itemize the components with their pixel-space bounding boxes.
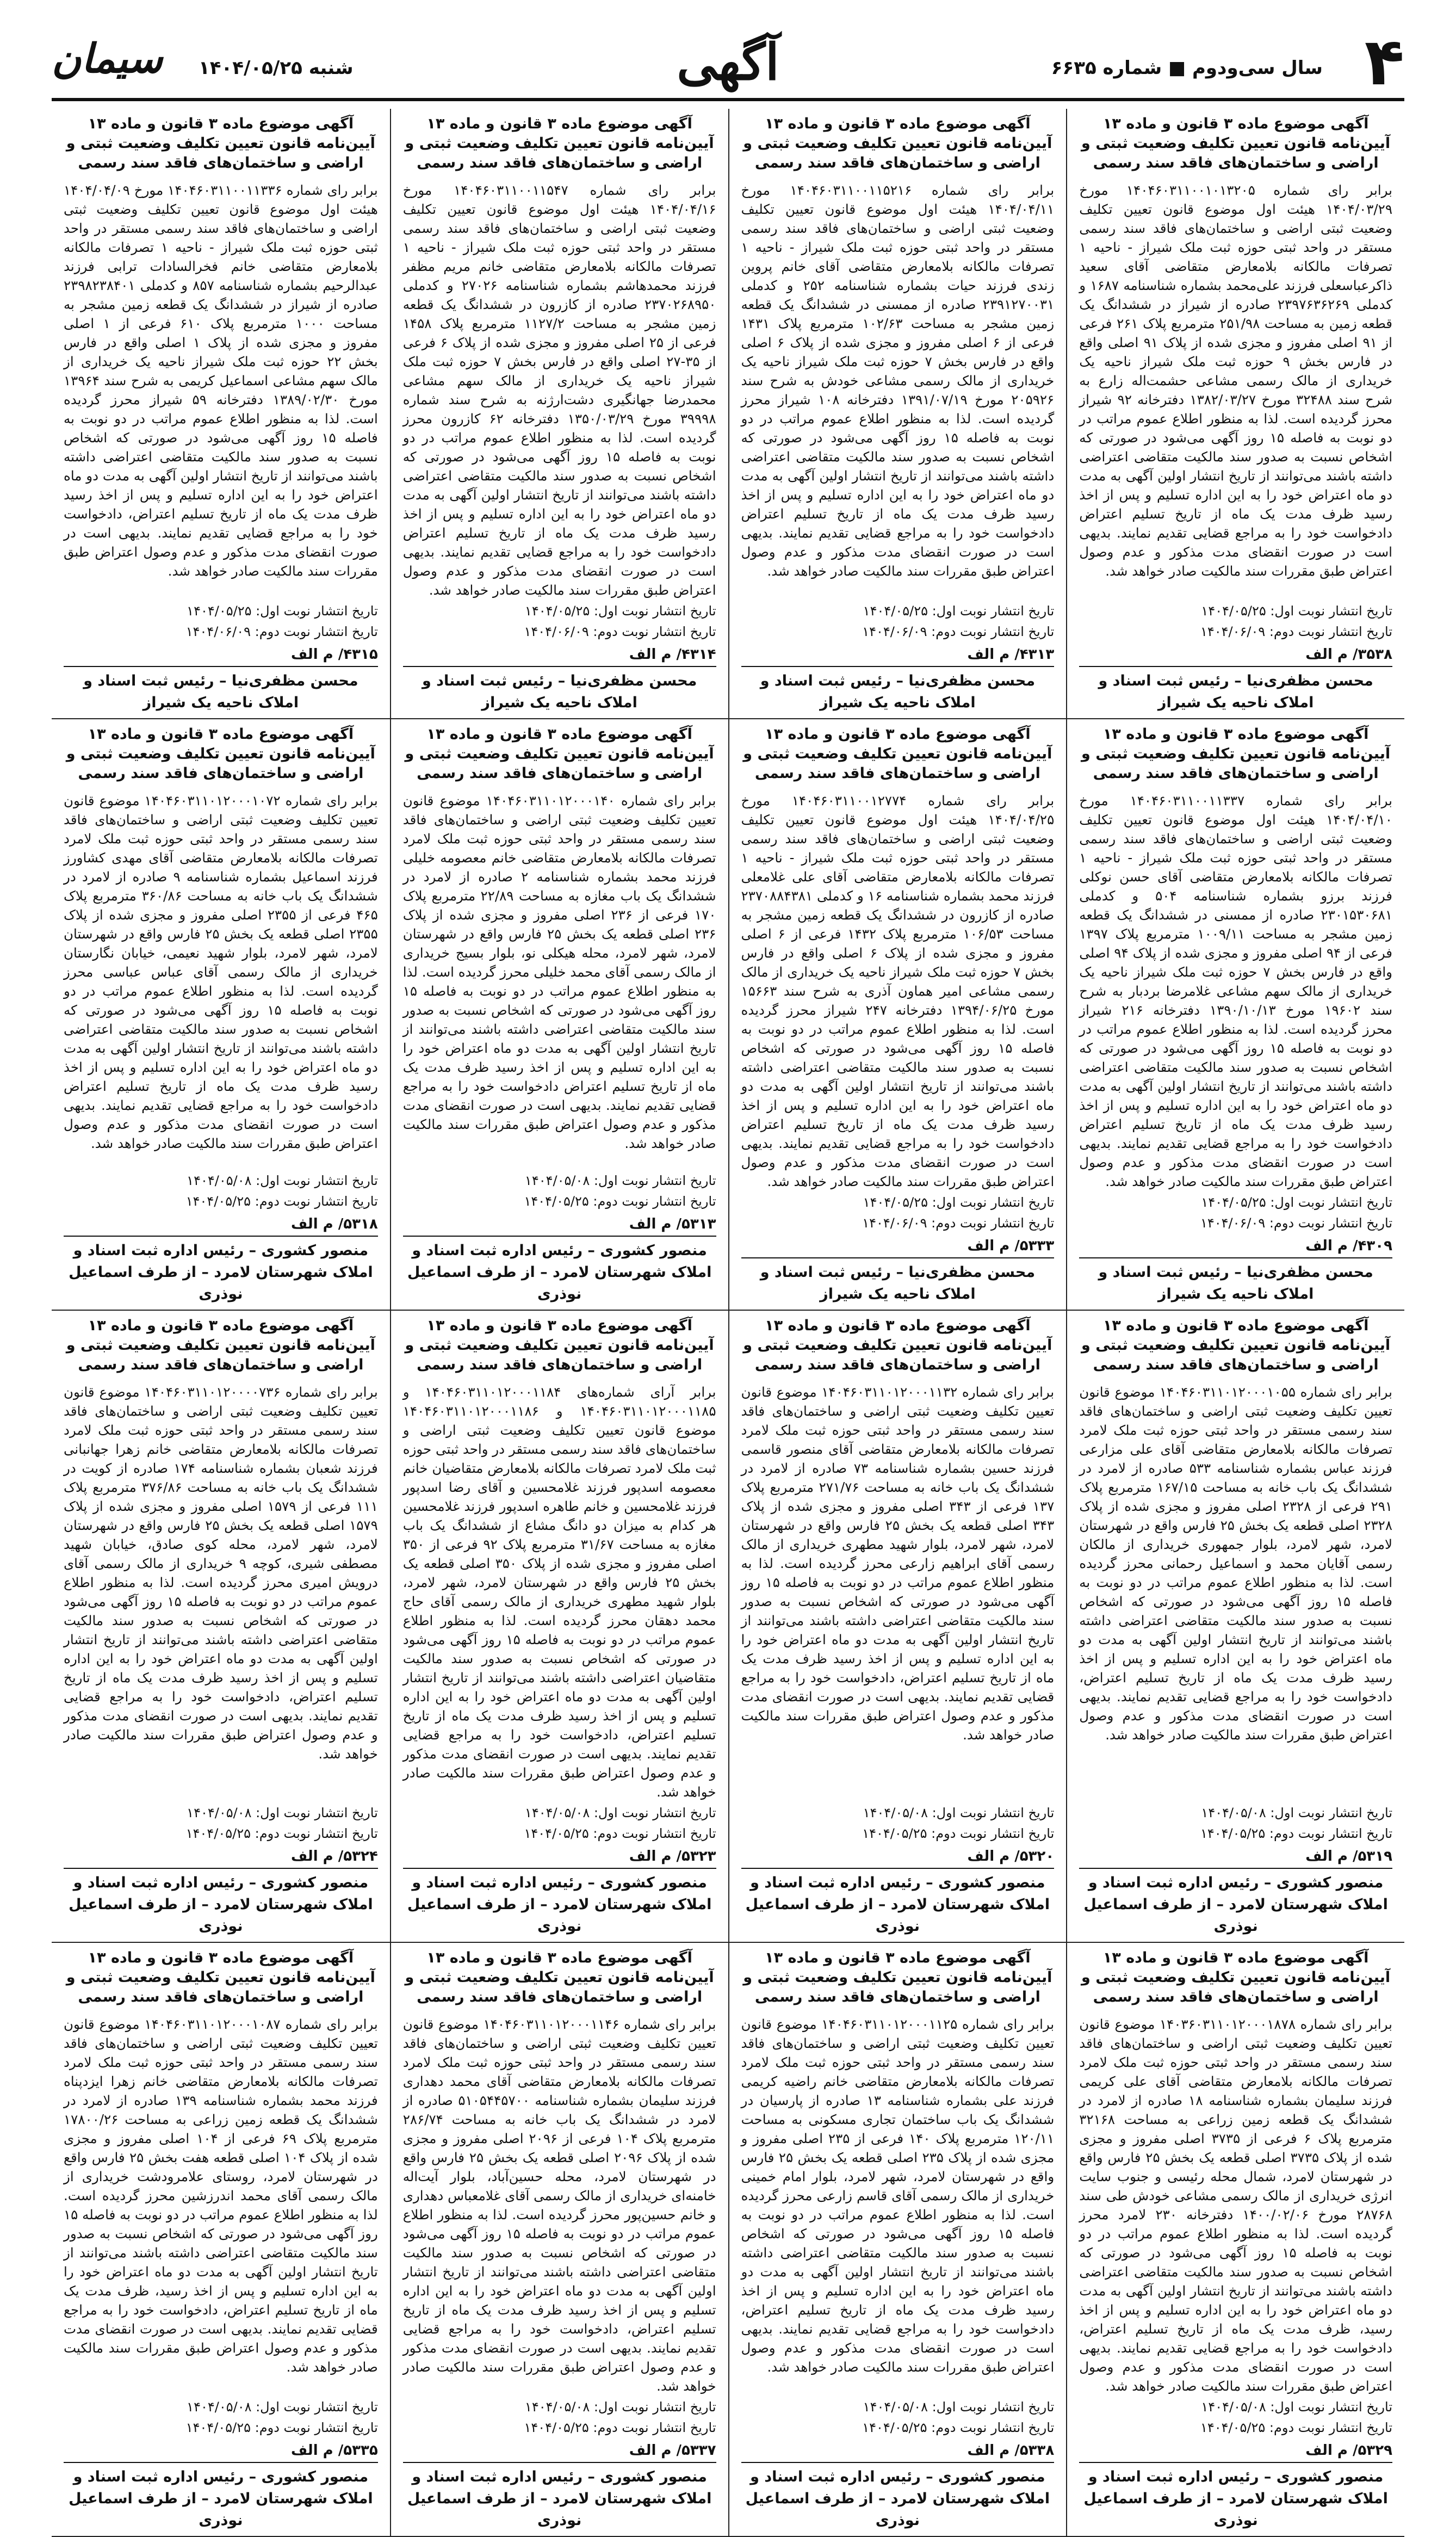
notice-block bbox=[390, 1943, 728, 2537]
notice-signature: محسن مظفری‌نیا – رئیس ثبت اسناد و املاک ناحیه یک شیراز bbox=[403, 666, 716, 714]
notice-title: آگهی موضوع ماده ۳ قانون و ماده ۱۳ آیین‌نامه قانون تعیین تکلیف وضعیت ثبتی و اراضی و ساختمان‌های فاقد سند رسمی bbox=[405, 115, 714, 171]
notice-block bbox=[1066, 1311, 1404, 1943]
notice-second-date: تاریخ انتشار نوبت دوم: ۱۴۰۴/۰۵/۲۵ bbox=[185, 2420, 378, 2435]
notice-block bbox=[1066, 109, 1404, 719]
notice-body: برابر رای شماره ۱۴۰۴۶۰۳۱۱۰۱۲۰۰۰۱۰۷۲ موضوع قانون تعیین تکلیف وضعیت ثبتی اراضی و ساختمان‌های فاقد سند رسمی مستقر در واحد ثبتی حوزه ثبت ملک لامرد تصرفات مالکانه بلامعارض متقاضی آقای مهدی کشاورز فرزند اسماعیل بشماره شناسنامه ۹ صادره از لامرد در ششدانگ یک باب خانه به مساحت ۳۶۰/۸۶ مترمربع پلاک ۴۶۵ فرعی از ۲۳۵۵ اصلی مفروز و مجزی شده از پلاک ۲۳۵۵ اصلی قطعه یک بخش ۲۵ فارس واقع در شهرستان لامرد، شهر لامرد، بلوار شهید نعیمی، خیابان نگارستان خریداری از مالک رسمی آقای عباس عباسی محرز گردیده است. لذا به منظور اطلاع عموم مراتب در دو نوبت به فاصله ۱۵ روز آگهی می‌شود در صورتی که اشخاص نسبت به صدور سند مالکیت متقاضی اعتراضی داشته باشند می‌توانند از تاریخ انتشار اولین آگهی به مدت دو ماه اعتراض خود را به این اداره تسلیم و پس از اخذ رسید ظرف مدت یک ماه از تاریخ تسلیم اعتراض دادخواست خود را به مراجع قضایی تقدیم نمایند. بدیهی است در صورت انقضای مدت مذکور و عدم وصول اعتراض طبق مقررات سند مالکیت صادر خواهد شد. bbox=[64, 793, 378, 1151]
notice-first-date: تاریخ انتشار نوبت اول: ۱۴۰۴/۰۵/۲۵ bbox=[1201, 603, 1392, 619]
notices-grid bbox=[52, 109, 1404, 2529]
notice-second-date: تاریخ انتشار نوبت دوم: ۱۴۰۴/۰۵/۲۵ bbox=[1200, 2420, 1392, 2435]
notice-body: برابر رای شماره ۱۴۰۳۶۰۳۱۱۰۱۲۰۰۰۱۸۷۸ موضوع قانون تعیین تکلیف وضعیت ثبتی اراضی و ساختمان‌های فاقد سند رسمی مستقر در واحد ثبتی حوزه ثبت ملک لامرد تصرفات مالکانه بلامعارض متقاضی آقای علی کریمی فرزند سلیمان بشماره شناسنامه ۱۸ صادره از لامرد در ششدانگ یک قطعه زمین زراعی به مساحت ۳۲۱۶۸ مترمربع پلاک ۶ فرعی از ۳۷۳۵ اصلی مفروز و مجزی شده از پلاک ۳۷۳۵ اصلی قطعه یک بخش ۲۵ فارس واقع در شهرستان لامرد، شمال محله رئیسی و جنوب سایت انرژی خریداری از مالک رسمی مشاعی خودش طی سند ۲۸۷۶۸ مورخ ۱۴۰۰/۰۲/۰۶ دفترخانه ۲۳۰ لامرد محرز گردیده است. لذا به منظور اطلاع عموم مراتب در دو نوبت به فاصله ۱۵ روز آگهی می‌شود در صورتی که اشخاص نسبت به صدور سند مالکیت متقاضی اعتراضی داشته باشند می‌توانند از تاریخ انتشار اولین آگهی به مدت دو ماه اعتراض خود را به این اداره تسلیم و پس از اخذ رسید، ظرف مدت یک ماه از تاریخ تسلیم اعتراض، دادخواست خود را به مراجع قضایی تقدیم نمایند. بدیهی است در صورت انقضای مدت مذکور و عدم وصول اعتراض طبق مقررات سند مالکیت صادر خواهد شد. bbox=[1079, 2016, 1392, 2394]
notice-signature: منصور کشوری – رئیس اداره ثبت اسناد و املاک شهرستان لامرد – از طرف اسماعیل نوذری bbox=[741, 1868, 1055, 1937]
notice-body: برابر رای شماره ۱۴۰۴۶۰۳۱۱۰۰۱۱۳۳۶ مورخ ۱۴۰۴/۰۴/۰۹ هیئت اول موضوع قانون تعیین تکلیف وضعیت ثبتی اراضی و ساختمان‌های فاقد سند رسمی مستقر در واحد ثبتی حوزه ثبت ملک شیراز - ناحیه ۱ تصرفات مالکانه بلامعارض متقاضی خانم فخرالسادات ترابی فرزند عبدالرحیم بشماره شناسنامه ۸۵۷ و کدملی ۲۳۹۸۲۳۸۴۰۱ صادره از شیراز در ششدانگ یک قطعه زمین مشجر به مساحت ۱۰۰۰ مترمربع پلاک ۶۱۰ فرعی از ۱ اصلی مفروز و مجزی شده از پلاک ۱ اصلی واقع در فارس بخش ۲۲ حوزه ثبت ملک شیراز ناحیه یک خریداری از مالک سهم مشاعی اسماعیل کریمی به شرح سند ۱۳۹۶۴ مورخ ۱۳۸۹/۰۲/۳۰ دفترخانه ۵۹ شیراز محرز گردیده است. لذا به منظور اطلاع عموم مراتب در دو نوبت به فاصله ۱۵ روز آگهی می‌شود در صورتی که اشخاص نسبت به صدور سند مالکیت متقاضی اعتراضی داشته باشند می‌توانند از تاریخ انتشار اولین آگهی به مدت دو ماه اعتراض خود را به این اداره تسلیم و پس از اخذ رسید ظرف مدت یک ماه از تاریخ تسلیم اعتراض، دادخواست خود را به مراجع قضایی تقدیم نمایند. بدیهی است در صورت انقضای مدت مذکور و عدم وصول اعتراض طبق مقررات سند مالکیت صادر خواهد شد. bbox=[64, 182, 378, 579]
notice-first-date: تاریخ انتشار نوبت اول: ۱۴۰۴/۰۵/۲۵ bbox=[1201, 1195, 1392, 1210]
notice-first-date: تاریخ انتشار نوبت اول: ۱۴۰۴/۰۵/۰۸ bbox=[187, 1173, 378, 1188]
page-number: ۴ bbox=[1364, 24, 1404, 100]
notice-signature: محسن مظفری‌نیا – رئیس ثبت اسناد و املاک ناحیه یک شیراز bbox=[741, 666, 1055, 714]
notice-second-date: تاریخ انتشار نوبت دوم: ۱۴۰۴/۰۶/۰۹ bbox=[862, 624, 1055, 639]
notice-code: ۵۳۱۸/ م الف bbox=[290, 1216, 378, 1232]
notice-first-date: تاریخ انتشار نوبت اول: ۱۴۰۴/۰۵/۰۸ bbox=[1201, 2399, 1392, 2415]
notice-code: ۵۳۱۹/ م الف bbox=[1305, 1848, 1392, 1865]
notice-body: برابر رای شماره ۱۴۰۴۶۰۳۱۱۰۱۲۰۰۰۱۰۸۷ موضوع قانون تعیین تکلیف وضعیت ثبتی اراضی و ساختمان‌های فاقد سند رسمی مستقر در واحد ثبتی حوزه ثبت ملک لامرد تصرفات مالکانه بلامعارض متقاضی خانم زهرا ایزدپناه فرزند محمد بشماره شناسنامه ۱۳۹ صادره از لامرد در ششدانگ یک قطعه زمین زراعی به مساحت ۱۷۸۰۰/۲۶ مترمربع پلاک ۶۹ فرعی از ۱۰۴ اصلی مفروز و مجزی شده از پلاک ۱۰۴ اصلی قطعه هفت بخش ۲۵ فارس واقع در شهرستان لامرد، روستای علامرودشت خریداری از مالک رسمی آقای محمد اندرزشین محرز گردیده است. لذا به منظور اطلاع عموم مراتب در دو نوبت به فاصله ۱۵ روز آگهی می‌شود در صورتی که اشخاص نسبت به صدور سند مالکیت متقاضی اعتراضی داشته باشند می‌توانند از تاریخ انتشار اولین آگهی به مدت دو ماه اعتراض خود را به این اداره تسلیم و پس از اخذ رسید، ظرف مدت یک ماه از تاریخ تسلیم اعتراض، دادخواست خود را به مراجع قضایی تقدیم نمایند. بدیهی است در صورت انقضای مدت مذکور و عدم وصول اعتراض طبق مقررات سند مالکیت صادر خواهد شد. bbox=[64, 2016, 378, 2375]
notice-title: آگهی موضوع ماده ۳ قانون و ماده ۱۳ آیین‌نامه قانون تعیین تکلیف وضعیت ثبتی و اراضی و ساختمان‌های فاقد سند رسمی bbox=[405, 1317, 714, 1373]
notice-signature: منصور کشوری – رئیس اداره ثبت اسناد و املاک شهرستان لامرد – از طرف اسماعیل نوذری bbox=[403, 1236, 716, 1305]
notice-first-date: تاریخ انتشار نوبت اول: ۱۴۰۴/۰۵/۰۸ bbox=[1201, 1805, 1392, 1820]
notice-title: آگهی موضوع ماده ۳ قانون و ماده ۱۳ آیین‌نامه قانون تعیین تکلیف وضعیت ثبتی و اراضی و ساختمان‌های فاقد سند رسمی bbox=[743, 1949, 1052, 2005]
notice-body: برابر رای شماره ۱۴۰۴۶۰۳۱۱۰۱۲۰۰۰۱۴۰ موضوع قانون تعیین تکلیف وضعیت ثبتی اراضی و ساختمان‌های فاقد سند رسمی مستقر در واحد ثبتی حوزه ثبت ملک لامرد تصرفات مالکانه بلامعارض متقاضی خانم معصومه خلیلی فرزند محمد بشماره شناسنامه ۲ صادره از لامرد در ششدانگ یک باب مغازه به مساحت ۲۲/۸۹ مترمربع پلاک ۱۷۰ فرعی از ۲۳۶ اصلی مفروز و مجزی شده از پلاک ۲۳۶ اصلی قطعه یک بخش ۲۵ فارس واقع در شهرستان لامرد، شهر لامرد، محله هیکلی نو، بلوار بسیج خریداری از مالک رسمی آقای محمد خلیلی محرز گردیده است. لذا به منظور اطلاع عموم مراتب در دو نوبت به فاصله ۱۵ روز آگهی می‌شود در صورتی که اشخاص نسبت به صدور سند مالکیت متقاضی اعتراضی داشته باشند می‌توانند از تاریخ انتشار اولین آگهی به مدت دو ماه اعتراض خود را به این اداره تسلیم و پس از اخذ رسید ظرف مدت یک ماه از تاریخ تسلیم اعتراض دادخواست خود را به مراجع قضایی تقدیم نمایند. بدیهی است در صورت انقضای مدت مذکور و عدم وصول اعتراض طبق مقررات سند مالکیت صادر خواهد شد. bbox=[402, 793, 716, 1151]
notice-second-date: تاریخ انتشار نوبت دوم: ۱۴۰۴/۰۶/۰۹ bbox=[524, 624, 716, 639]
notice-block bbox=[1066, 1943, 1404, 2537]
notice-second-date: تاریخ انتشار نوبت دوم: ۱۴۰۴/۰۵/۲۵ bbox=[524, 1194, 716, 1209]
notice-block bbox=[1066, 719, 1404, 1311]
notice-code: ۳۵۳۸/ م الف bbox=[1305, 646, 1392, 663]
notice-signature: محسن مظفری‌نیا – رئیس ثبت اسناد و املاک ناحیه یک شیراز bbox=[1079, 666, 1392, 714]
notice-first-date: تاریخ انتشار نوبت اول: ۱۴۰۴/۰۵/۰۸ bbox=[524, 2399, 716, 2415]
newspaper-logo: سیمان bbox=[52, 35, 163, 82]
issue-info: سال سی‌ودوم ■ شماره ۶۶۳۵ bbox=[1051, 57, 1323, 79]
notice-second-date: تاریخ انتشار نوبت دوم: ۱۴۰۴/۰۵/۲۵ bbox=[862, 1826, 1055, 1841]
notice-title: آگهی موضوع ماده ۳ قانون و ماده ۱۳ آیین‌نامه قانون تعیین تکلیف وضعیت ثبتی و اراضی و ساختمان‌های فاقد سند رسمی bbox=[1081, 115, 1391, 171]
notice-second-date: تاریخ انتشار نوبت دوم: ۱۴۰۴/۰۵/۲۵ bbox=[524, 1826, 716, 1841]
notice-code: ۵۳۳۳/ م الف bbox=[967, 1238, 1055, 1254]
notice-code: ۴۳۱۵/ م الف bbox=[290, 646, 378, 663]
notice-block bbox=[728, 109, 1067, 719]
notice-body: برابر رای شماره ۱۴۰۴۶۰۳۱۱۰۱۲۰۰۰۱۱۳۲ موضوع قانون تعیین تکلیف وضعیت ثبتی اراضی و ساختمان‌های فاقد سند رسمی مستقر در واحد ثبتی حوزه ثبت ملک لامرد تصرفات مالکانه بلامعارض متقاضی آقای منصور قاسمی فرزند حسین بشماره شناسنامه ۷۳ صادره از لامرد در ششدانگ یک باب خانه به مساحت ۲۷۱/۷۶ مترمربع پلاک ۱۳۷ فرعی از ۳۴۳ اصلی مفروز و مجزی شده از پلاک ۳۴۳ اصلی قطعه یک بخش ۲۵ فارس واقع در شهرستان لامرد، شهر لامرد، بلوار شهید مطهری خریداری از مالک رسمی آقای ابراهیم زارعی محرز گردیده است. لذا به منظور اطلاع عموم مراتب در دو نوبت به فاصله ۱۵ روز آگهی می‌شود در صورتی که اشخاص نسبت به صدور سند مالکیت متقاضی اعتراضی داشته باشند می‌توانند از تاریخ انتشار اولین آگهی به مدت دو ماه اعتراض خود را به این اداره تسلیم و پس از اخذ رسید ظرف مدت یک ماه از تاریخ تسلیم اعتراض، دادخواست خود را به مراجع قضایی تقدیم نمایند. بدیهی است در صورت انقضای مدت مذکور و عدم وصول اعتراض طبق مقررات سند مالکیت صادر خواهد شد. bbox=[741, 1384, 1055, 1743]
notice-body: برابر رای شماره ۱۴۰۴۶۰۳۱۱۰۱۲۰۰۰۱۰۵۵ موضوع قانون تعیین تکلیف وضعیت ثبتی اراضی و ساختمان‌های فاقد سند رسمی مستقر در واحد ثبتی حوزه ثبت ملک لامرد تصرفات مالکانه بلامعارض متقاضی آقای علی مزارعی فرزند عباس بشماره شناسنامه ۵۳۳ صادره از لامرد در ششدانگ یک باب خانه به مساحت ۱۶۷/۱۵ مترمربع پلاک ۲۹۱ فرعی از ۲۳۲۸ اصلی مفروز و مجزی شده از پلاک ۲۳۲۸ اصلی قطعه یک بخش ۲۵ فارس واقع در شهرستان لامرد، شهر لامرد، بلوار جمهوری خریداری از مالکان رسمی آقایان محمد و اسماعیل رحمانی محرز گردیده است. لذا به منظور اطلاع عموم مراتب در دو نوبت به فاصله ۱۵ روز آگهی می‌شود در صورتی که اشخاص نسبت به صدور سند مالکیت متقاضی اعتراضی داشته باشند می‌توانند از تاریخ انتشار اولین آگهی به مدت دو ماه اعتراض خود را به این اداره تسلیم و پس از اخذ رسید ظرف مدت یک ماه از تاریخ تسلیم اعتراض، دادخواست خود را به مراجع قضایی تقدیم نمایند. بدیهی است در صورت انقضای مدت مذکور و عدم وصول اعتراض طبق مقررات سند مالکیت صادر خواهد شد. bbox=[1079, 1384, 1393, 1743]
notice-first-date: تاریخ انتشار نوبت اول: ۱۴۰۴/۰۵/۲۵ bbox=[863, 1195, 1055, 1210]
notice-signature: منصور کشوری – رئیس اداره ثبت اسناد و املاک شهرستان لامرد – از طرف اسماعیل نوذری bbox=[403, 2462, 716, 2532]
notice-first-date: تاریخ انتشار نوبت اول: ۱۴۰۴/۰۵/۲۵ bbox=[524, 603, 716, 619]
notice-second-date: تاریخ انتشار نوبت دوم: ۱۴۰۴/۰۶/۰۹ bbox=[862, 1215, 1055, 1231]
notice-block bbox=[728, 1311, 1067, 1943]
notice-block bbox=[52, 1943, 390, 2537]
notice-signature: منصور کشوری – رئیس اداره ثبت اسناد و املاک شهرستان لامرد – از طرف اسماعیل نوذری bbox=[1079, 2462, 1392, 2532]
notice-block bbox=[52, 1311, 390, 1943]
notice-title: آگهی موضوع ماده ۳ قانون و ماده ۱۳ آیین‌نامه قانون تعیین تکلیف وضعیت ثبتی و اراضی و ساختمان‌های فاقد سند رسمی bbox=[405, 726, 714, 782]
notice-first-date: تاریخ انتشار نوبت اول: ۱۴۰۴/۰۵/۰۸ bbox=[863, 2399, 1055, 2415]
notice-second-date: تاریخ انتشار نوبت دوم: ۱۴۰۴/۰۵/۲۵ bbox=[185, 1194, 378, 1209]
notice-second-date: تاریخ انتشار نوبت دوم: ۱۴۰۴/۰۶/۰۹ bbox=[1200, 624, 1392, 639]
notice-code: ۵۳۲۰/ م الف bbox=[967, 1848, 1055, 1865]
notice-signature: محسن مظفری‌نیا – رئیس ثبت اسناد و املاک ناحیه یک شیراز bbox=[64, 666, 378, 714]
notice-title: آگهی موضوع ماده ۳ قانون و ماده ۱۳ آیین‌نامه قانون تعیین تکلیف وضعیت ثبتی و اراضی و ساختمان‌های فاقد سند رسمی bbox=[1081, 1949, 1391, 2005]
notice-body: برابر رای شماره ۱۴۰۴۶۰۳۱۱۰۰۱۱۵۲۱۶ مورخ ۱۴۰۴/۰۴/۱۱ هیئت اول موضوع قانون تعیین تکلیف وضعیت ثبتی اراضی و ساختمان‌های فاقد سند رسمی مستقر در واحد ثبتی حوزه ثبت ملک شیراز - ناحیه ۱ تصرفات مالکانه بلامعارض متقاضی آقای خانم پروین زندی فرزند حیات بشماره شناسنامه ۲۵۲ و کدملی ۲۳۹۱۲۷۰۰۳۱ صادره از ممسنی در ششدانگ یک قطعه زمین مشجر به مساحت ۱۰۲/۶۳ مترمربع پلاک ۱۴۳۱ فرعی از ۶ اصلی مفروز و مجزی شده از پلاک ۶ اصلی واقع در فارس بخش ۷ حوزه ثبت ملک شیراز ناحیه یک خریداری از مالک رسمی مشاعی خودش به شرح سند ۲۰۵۹۲۶ مورخ ۱۳۹۱/۰۷/۱۹ دفترخانه ۱۰۸ شیراز محرز گردیده است. لذا به منظور اطلاع عموم مراتب در دو نوبت به فاصله ۱۵ روز آگهی می‌شود در صورتی که اشخاص نسبت به صدور سند مالکیت متقاضی اعتراضی داشته باشند می‌توانند از تاریخ انتشار اولین آگهی به مدت دو ماه اعتراض خود را به این اداره تسلیم و پس از اخذ رسید ظرف مدت یک ماه از تاریخ تسلیم اعتراض دادخواست خود را به مراجع قضایی تقدیم نمایند. بدیهی است در صورت انقضای مدت مذکور و عدم وصول اعتراض طبق مقررات سند مالکیت صادر خواهد شد. bbox=[741, 182, 1055, 579]
notice-body: برابر رای شماره ۱۴۰۴۶۰۳۱۱۰۰۱۰۱۳۲۰۵ مورخ ۱۴۰۴/۰۳/۲۹ هیئت اول موضوع قانون تعیین تکلیف وضعیت ثبتی اراضی و ساختمان‌های فاقد سند رسمی مستقر در واحد ثبتی حوزه ثبت ملک شیراز - ناحیه ۱ تصرفات مالکانه بلامعارض متقاضی آقای سعید ذاکرعباسعلی فرزند علی‌محمد بشماره شناسنامه ۱۶۸۷ و کدملی ۲۳۹۷۶۳۶۲۶۹ صادره از شیراز در ششدانگ یک قطعه زمین به مساحت ۲۵۱/۹۸ مترمربع پلاک ۲۶۱ فرعی از ۹۱ اصلی مفروز و مجزی شده از پلاک ۹۱ اصلی واقع در فارس بخش ۹ حوزه ثبت ملک شیراز ناحیه یک خریداری از مالک رسمی مشاعی حشمت‌اله زارع به شرح سند ۳۲۴۸۸ مورخ ۱۳۸۲/۰۳/۲۷ دفترخانه ۹۲ شیراز محرز گردیده است. لذا به منظور اطلاع عموم مراتب در دو نوبت به فاصله ۱۵ روز آگهی می‌شود در صورتی که اشخاص نسبت به صدور سند مالکیت متقاضی اعتراضی داشته باشند می‌توانند از تاریخ انتشار اولین آگهی به مدت دو ماه اعتراض خود را به این اداره تسلیم و پس از اخذ رسید ظرف مدت یک ماه از تاریخ تسلیم اعتراض دادخواست خود را به مراجع قضایی تقدیم نمایند. بدیهی است در صورت انقضای مدت مذکور و عدم وصول اعتراض طبق مقررات سند مالکیت صادر خواهد شد. bbox=[1079, 182, 1393, 579]
notice-code: ۴۳۰۹/ م الف bbox=[1305, 1238, 1392, 1254]
notice-first-date: تاریخ انتشار نوبت اول: ۱۴۰۴/۰۵/۰۸ bbox=[187, 2399, 378, 2415]
notice-body: برابر رای شماره ۱۴۰۴۶۰۳۱۱۰۱۲۰۰۰۱۱۲۵ موضوع قانون تعیین تکلیف وضعیت ثبتی اراضی و ساختمان‌های فاقد سند رسمی مستقر در واحد ثبتی حوزه ثبت ملک لامرد تصرفات مالکانه بلامعارض متقاضی خانم راضیه کریمی فرزند علی بشماره شناسنامه ۱۳ صادره از پارسیان در ششدانگ یک باب ساختمان تجاری مسکونی به مساحت ۱۲۰/۱۱ مترمربع پلاک ۱۴۰ فرعی از ۲۳۵ اصلی مفروز و مجزی شده از پلاک ۲۳۵ اصلی قطعه یک بخش ۲۵ فارس واقع در شهرستان لامرد، شهر لامرد، بلوار امام خمینی خریداری از مالک رسمی آقای قاسم زارعی محرز گردیده است. لذا به منظور اطلاع عموم مراتب در دو نوبت به فاصله ۱۵ روز آگهی می‌شود در صورتی که اشخاص نسبت به صدور سند مالکیت متقاضی اعتراضی داشته باشند می‌توانند از تاریخ انتشار اولین آگهی به مدت دو ماه اعتراض خود را به این اداره تسلیم و پس از اخذ رسید ظرف مدت یک ماه از تاریخ تسلیم اعتراض، دادخواست خود را به مراجع قضایی تقدیم نمایند. بدیهی است در صورت انقضای مدت مذکور و عدم وصول اعتراض طبق مقررات سند مالکیت صادر خواهد شد. bbox=[741, 2016, 1055, 2375]
notice-title: آگهی موضوع ماده ۳ قانون و ماده ۱۳ آیین‌نامه قانون تعیین تکلیف وضعیت ثبتی و اراضی و ساختمان‌های فاقد سند رسمی bbox=[66, 726, 375, 782]
notice-second-date: تاریخ انتشار نوبت دوم: ۱۴۰۴/۰۵/۲۵ bbox=[185, 1826, 378, 1841]
notice-code: ۵۳۲۴/ م الف bbox=[290, 1848, 378, 1865]
notice-title: آگهی موضوع ماده ۳ قانون و ماده ۱۳ آیین‌نامه قانون تعیین تکلیف وضعیت ثبتی و اراضی و ساختمان‌های فاقد سند رسمی bbox=[743, 1317, 1052, 1373]
notice-code: ۴۳۱۳/ م الف bbox=[967, 646, 1055, 663]
notice-title: آگهی موضوع ماده ۳ قانون و ماده ۱۳ آیین‌نامه قانون تعیین تکلیف وضعیت ثبتی و اراضی و ساختمان‌های فاقد سند رسمی bbox=[743, 115, 1052, 171]
notice-block bbox=[728, 1943, 1067, 2537]
notice-block bbox=[390, 719, 728, 1311]
notice-second-date: تاریخ انتشار نوبت دوم: ۱۴۰۴/۰۵/۲۵ bbox=[1200, 1826, 1392, 1841]
notice-code: ۵۳۳۷/ م الف bbox=[629, 2442, 716, 2459]
notice-code: ۵۳۳۸/ م الف bbox=[967, 2442, 1055, 2459]
notice-signature: منصور کشوری – رئیس اداره ثبت اسناد و املاک شهرستان لامرد – از طرف اسماعیل نوذری bbox=[64, 1868, 378, 1937]
section-title: آگهی bbox=[677, 33, 779, 91]
notice-body: برابر رای شماره ۱۴۰۴۶۰۳۱۱۰۰۱۲۷۷۴ مورخ ۱۴۰۴/۰۴/۲۵ هیئت اول موضوع قانون تعیین تکلیف وضعیت ثبتی اراضی و ساختمان‌های فاقد سند رسمی مستقر در واحد ثبتی حوزه ثبت ملک شیراز - ناحیه ۱ تصرفات مالکانه بلامعارض متقاضی آقای علی غلامعلی فرزند محمد بشماره شناسنامه ۱۶ و کدملی ۲۳۷۰۸۸۴۳۸۱ صادره از کازرون در ششدانگ یک قطعه زمین مشجر به مساحت ۱۰۶/۵۳ مترمربع پلاک ۱۴۳۲ فرعی از ۶ اصلی مفروز و مجزی شده از پلاک ۶ اصلی واقع در فارس بخش ۷ حوزه ثبت ملک شیراز ناحیه یک خریداری از مالک رسمی مشاعی امیر هماون آذری به شرح سند ۱۵۶۶۳ مورخ ۱۳۹۴/۰۶/۲۵ دفترخانه ۲۴۷ شیراز محرز گردیده است. لذا به منظور اطلاع عموم مراتب در دو نوبت به فاصله ۱۵ روز آگهی می‌شود در صورتی که اشخاص نسبت به صدور سند مالکیت متقاضی اعتراضی داشته باشند می‌توانند از تاریخ انتشار اولین آگهی به مدت دو ماه اعتراض خود را به این اداره تسلیم و پس از اخذ رسید ظرف مدت یک ماه از تاریخ تسلیم اعتراض دادخواست خود را به مراجع قضایی تقدیم نمایند. بدیهی است در صورت انقضای مدت مذکور و عدم وصول اعتراض طبق مقررات سند مالکیت صادر خواهد شد. bbox=[741, 793, 1055, 1189]
notice-signature: منصور کشوری – رئیس اداره ثبت اسناد و املاک شهرستان لامرد – از طرف اسماعیل نوذری bbox=[403, 1868, 716, 1937]
notice-first-date: تاریخ انتشار نوبت اول: ۱۴۰۴/۰۵/۲۵ bbox=[863, 603, 1055, 619]
notice-title: آگهی موضوع ماده ۳ قانون و ماده ۱۳ آیین‌نامه قانون تعیین تکلیف وضعیت ثبتی و اراضی و ساختمان‌های فاقد سند رسمی bbox=[66, 115, 375, 171]
notice-block bbox=[728, 719, 1067, 1311]
notice-second-date: تاریخ انتشار نوبت دوم: ۱۴۰۴/۰۶/۰۹ bbox=[1200, 1215, 1392, 1231]
notice-first-date: تاریخ انتشار نوبت اول: ۱۴۰۴/۰۵/۰۸ bbox=[187, 1805, 378, 1820]
notice-first-date: تاریخ انتشار نوبت اول: ۱۴۰۴/۰۵/۰۸ bbox=[524, 1173, 716, 1188]
notice-block bbox=[390, 1311, 728, 1943]
notice-body: برابر رای شماره ۱۴۰۴۶۰۳۱۱۰۰۱۱۳۳۷ مورخ ۱۴۰۴/۰۴/۱۰ هیئت اول موضوع قانون تعیین تکلیف وضعیت ثبتی اراضی و ساختمان‌های فاقد سند رسمی مستقر در واحد ثبتی حوزه ثبت ملک شیراز - ناحیه ۱ تصرفات مالکانه بلامعارض متقاضی آقای حسن نوکلی فرزند برزو بشماره شناسنامه ۵۰۴ و کدملی ۲۳۰۱۵۳۰۶۸۱ صادره از ممسنی در ششدانگ یک قطعه زمین مشجر به مساحت ۱۰۰۹/۱۱ مترمربع پلاک ۱۳۹۷ فرعی از ۹۴ اصلی مفروز و مجزی شده از پلاک ۹۴ اصلی واقع در فارس بخش ۷ حوزه ثبت ملک شیراز ناحیه یک خریداری از مالک سهم مشاعی غلامرضا بردبار به شرح سند ۱۹۶۰۲ مورخ ۱۳۹۰/۱۰/۱۳ دفترخانه ۲۱۶ شیراز محرز گردیده است. لذا به منظور اطلاع عموم مراتب در دو نوبت به فاصله ۱۵ روز آگهی می‌شود در صورتی که اشخاص نسبت به صدور سند مالکیت متقاضی اعتراضی داشته باشند می‌توانند از تاریخ انتشار اولین آگهی به مدت دو ماه اعتراض خود را به این اداره تسلیم و پس از اخذ رسید ظرف مدت یک ماه از تاریخ تسلیم اعتراض دادخواست خود را به مراجع قضایی تقدیم نمایند. بدیهی است در صورت انقضای مدت مذکور و عدم وصول اعتراض طبق مقررات سند مالکیت صادر خواهد شد. bbox=[1079, 793, 1393, 1189]
notice-signature: محسن مظفری‌نیا – رئیس ثبت اسناد و املاک ناحیه یک شیراز bbox=[1079, 1257, 1392, 1305]
notice-code: ۵۳۲۹/ م الف bbox=[1305, 2442, 1392, 2459]
notice-signature: منصور کشوری – رئیس اداره ثبت اسناد و املاک شهرستان لامرد – از طرف اسماعیل نوذری bbox=[1079, 1868, 1392, 1937]
notice-signature: محسن مظفری‌نیا – رئیس ثبت اسناد و املاک ناحیه یک شیراز bbox=[741, 1257, 1055, 1305]
notice-title: آگهی موضوع ماده ۳ قانون و ماده ۱۳ آیین‌نامه قانون تعیین تکلیف وضعیت ثبتی و اراضی و ساختمان‌های فاقد سند رسمی bbox=[405, 1949, 714, 2005]
notice-code: ۵۳۲۳/ م الف bbox=[629, 1848, 716, 1865]
issue-date: شنبه ۱۴۰۴/۰۵/۲۵ bbox=[199, 57, 354, 79]
notice-body: برابر آرای شماره‌های ۱۴۰۴۶۰۳۱۱۰۱۲۰۰۰۱۱۸۴ و ۱۴۰۴۶۰۳۱۱۰۱۲۰۰۰۱۱۸۵ و ۱۴۰۴۶۰۳۱۱۰۱۲۰۰۰۱۱۸۶ موضوع قانون تعیین تکلیف وضعیت ثبتی اراضی و ساختمان‌های فاقد سند رسمی مستقر در واحد ثبتی حوزه ثبت ملک لامرد تصرفات مالکانه بلامعارض متقاضیان خانم معصومه اسدپور فرزند غلامحسین و آقای رضا اسدپور فرزند غلامحسین و خانم طاهره اسدپور فرزند غلامحسین هر کدام به میزان دو دانگ مشاع از ششدانگ یک باب مغازه به مساحت ۳۱/۶۷ مترمربع پلاک ۹۲ فرعی از ۳۵۰ اصلی مفروز و مجزی شده از پلاک ۳۵۰ اصلی قطعه یک بخش ۲۵ فارس واقع در شهرستان لامرد، شهر لامرد، بلوار شهید مطهری خریداری از مالک رسمی آقای حاج محمد دهقان محرز گردیده است. لذا به منظور اطلاع عموم مراتب در دو نوبت به فاصله ۱۵ روز آگهی می‌شود در صورتی که اشخاص نسبت به صدور سند مالکیت متقاضیان اعتراضی داشته باشند می‌توانند از تاریخ انتشار اولین آگهی به مدت دو ماه اعتراض خود را به این اداره تسلیم و پس از اخذ رسید ظرف مدت یک ماه از تاریخ تسلیم اعتراض، دادخواست خود را به مراجع قضایی تقدیم نمایند. بدیهی است در صورت انقضای مدت مذکور و عدم وصول اعتراض طبق مقررات سند مالکیت صادر خواهد شد. bbox=[402, 1384, 716, 1800]
notice-body: برابر رای شماره ۱۴۰۴۶۰۳۱۱۰۰۱۱۵۴۷ مورخ ۱۴۰۴/۰۴/۱۶ هیئت اول موضوع قانون تعیین تکلیف وضعیت ثبتی اراضی و ساختمان‌های فاقد سند رسمی مستقر در واحد ثبتی حوزه ثبت ملک شیراز - ناحیه ۱ تصرفات مالکانه بلامعارض متقاضی خانم مریم مظفر فرزند محمدهاشم بشماره شناسنامه ۲۷۰۲۶ و کدملی ۲۳۷۰۲۶۸۹۵۰ صادره از کازرون در ششدانگ یک قطعه زمین مشجر به مساحت ۱۱۲۷/۲ مترمربع پلاک ۱۴۵۸ فرعی از ۲۵ اصلی مفروز و مجزی شده از پلاک ۶ فرعی از ۳۵-۲۷ اصلی واقع در فارس بخش ۷ حوزه ثبت ملک شیراز ناحیه یک خریداری از مالک سهم مشاعی محمدرضا جهانگیری دشت‌ارژنه به شرح سند شماره ۳۹۹۹۸ مورخ ۱۳۵۰/۰۳/۲۹ دفترخانه ۶۲ کازرون محرز گردیده است. لذا به منظور اطلاع عموم مراتب در دو نوبت به فاصله ۱۵ روز آگهی می‌شود در صورتی که اشخاص نسبت به صدور سند مالکیت متقاضی اعتراضی داشته باشند می‌توانند از تاریخ انتشار اولین آگهی به مدت دو ماه اعتراض خود را به این اداره تسلیم و پس از اخذ رسید ظرف مدت یک ماه از تاریخ تسلیم اعتراض دادخواست خود را به مراجع قضایی تقدیم نمایند. بدیهی است در صورت انقضای مدت مذکور و عدم وصول اعتراض طبق مقررات سند مالکیت صادر خواهد شد. bbox=[402, 182, 716, 598]
notice-code: ۴۳۱۴/ م الف bbox=[629, 646, 716, 663]
notice-second-date: تاریخ انتشار نوبت دوم: ۱۴۰۴/۰۵/۲۵ bbox=[524, 2420, 716, 2435]
notice-signature: منصور کشوری – رئیس اداره ثبت اسناد و املاک شهرستان لامرد – از طرف اسماعیل نوذری bbox=[64, 1236, 378, 1305]
notice-body: برابر رای شماره ۱۴۰۴۶۰۳۱۱۰۱۲۰۰۰۰۷۳۶ موضوع قانون تعیین تکلیف وضعیت ثبتی اراضی و ساختمان‌های فاقد سند رسمی مستقر در واحد ثبتی حوزه ثبت ملک لامرد تصرفات مالکانه بلامعارض متقاضی خانم زهرا جهانبانی فرزند شعبان بشماره شناسنامه ۱۷۴ صادره از کویت در ششدانگ یک باب خانه به مساحت ۳۷۶/۸۶ مترمربع پلاک ۱۱۱ فرعی از ۱۵۷۹ اصلی مفروز و مجزی شده از پلاک ۱۵۷۹ اصلی قطعه یک بخش ۲۵ فارس واقع در شهرستان لامرد، شهر لامرد، محله کوی صادق، خیابان شهید مصطفی شیری، کوچه ۹ خریداری از مالک رسمی آقای درویش امیری محرز گردیده است. لذا به منظور اطلاع عموم مراتب در دو نوبت به فاصله ۱۵ روز آگهی می‌شود در صورتی که اشخاص نسبت به صدور سند مالکیت متقاضی اعتراضی داشته باشند می‌توانند از تاریخ انتشار اولین آگهی به مدت دو ماه اعتراض خود را به این اداره تسلیم و پس از اخذ رسید ظرف مدت یک ماه از تاریخ تسلیم اعتراض، دادخواست خود را به مراجع قضایی تقدیم نمایند. بدیهی است در صورت انقضای مدت مذکور و عدم وصول اعتراض طبق مقررات سند مالکیت صادر خواهد شد. bbox=[64, 1384, 378, 1762]
notice-signature: منصور کشوری – رئیس اداره ثبت اسناد و املاک شهرستان لامرد – از طرف اسماعیل نوذری bbox=[64, 2462, 378, 2532]
notice-body: برابر رای شماره ۱۴۰۴۶۰۳۱۱۰۱۲۰۰۰۱۱۴۶ موضوع قانون تعیین تکلیف وضعیت ثبتی اراضی و ساختمان‌های فاقد سند رسمی مستقر در واحد ثبتی حوزه ثبت ملک لامرد تصرفات مالکانه بلامعارض متقاضی آقای محمد دهداری فرزند سلیمان بشماره شناسنامه ۵۱۰۵۴۴۵۷۰۰ صادره از لامرد در ششدانگ یک باب خانه به مساحت ۲۸۶/۷۴ مترمربع پلاک ۱۰۴ فرعی از ۲۰۹۶ اصلی مفروز و مجزی شده از پلاک ۲۰۹۶ اصلی قطعه یک بخش ۲۵ فارس واقع در شهرستان لامرد، محله حسین‌آباد، بلوار آیت‌اله خامنه‌ای خریداری از مالک رسمی آقای غلامعباس دهداری و خانم حسین‌پور محرز گردیده است. لذا به منظور اطلاع عموم مراتب در دو نوبت به فاصله ۱۵ روز آگهی می‌شود در صورتی که اشخاص نسبت به صدور سند مالکیت متقاضی اعتراضی داشته باشند می‌توانند از تاریخ انتشار اولین آگهی به مدت دو ماه اعتراض خود را به این اداره تسلیم و پس از اخذ رسید ظرف مدت یک ماه از تاریخ تسلیم اعتراض، دادخواست خود را به مراجع قضایی تقدیم نمایند. بدیهی است در صورت انقضای مدت مذکور و عدم وصول اعتراض طبق مقررات سند مالکیت صادر خواهد شد. bbox=[402, 2016, 716, 2394]
notice-title: آگهی موضوع ماده ۳ قانون و ماده ۱۳ آیین‌نامه قانون تعیین تکلیف وضعیت ثبتی و اراضی و ساختمان‌های فاقد سند رسمی bbox=[743, 726, 1052, 782]
notice-code: ۵۳۱۳/ م الف bbox=[629, 1216, 716, 1232]
notice-title: آگهی موضوع ماده ۳ قانون و ماده ۱۳ آیین‌نامه قانون تعیین تکلیف وضعیت ثبتی و اراضی و ساختمان‌های فاقد سند رسمی bbox=[66, 1317, 375, 1373]
notice-block bbox=[52, 719, 390, 1311]
notice-code: ۵۳۳۵/ م الف bbox=[290, 2442, 378, 2459]
notice-first-date: تاریخ انتشار نوبت اول: ۱۴۰۴/۰۵/۰۸ bbox=[863, 1805, 1055, 1820]
page-header bbox=[52, 24, 1404, 101]
notice-signature: منصور کشوری – رئیس اداره ثبت اسناد و املاک شهرستان لامرد – از طرف اسماعیل نوذری bbox=[741, 2462, 1055, 2532]
notice-first-date: تاریخ انتشار نوبت اول: ۱۴۰۴/۰۵/۲۵ bbox=[187, 603, 378, 619]
notice-second-date: تاریخ انتشار نوبت دوم: ۱۴۰۴/۰۵/۲۵ bbox=[862, 2420, 1055, 2435]
notice-title: آگهی موضوع ماده ۳ قانون و ماده ۱۳ آیین‌نامه قانون تعیین تکلیف وضعیت ثبتی و اراضی و ساختمان‌های فاقد سند رسمی bbox=[66, 1949, 375, 2005]
notice-title: آگهی موضوع ماده ۳ قانون و ماده ۱۳ آیین‌نامه قانون تعیین تکلیف وضعیت ثبتی و اراضی و ساختمان‌های فاقد سند رسمی bbox=[1081, 1317, 1391, 1373]
notice-first-date: تاریخ انتشار نوبت اول: ۱۴۰۴/۰۵/۰۸ bbox=[524, 1805, 716, 1820]
notice-block bbox=[390, 109, 728, 719]
notice-title: آگهی موضوع ماده ۳ قانون و ماده ۱۳ آیین‌نامه قانون تعیین تکلیف وضعیت ثبتی و اراضی و ساختمان‌های فاقد سند رسمی bbox=[1081, 726, 1391, 782]
notice-block bbox=[52, 109, 390, 719]
notice-second-date: تاریخ انتشار نوبت دوم: ۱۴۰۴/۰۶/۰۹ bbox=[185, 624, 378, 639]
